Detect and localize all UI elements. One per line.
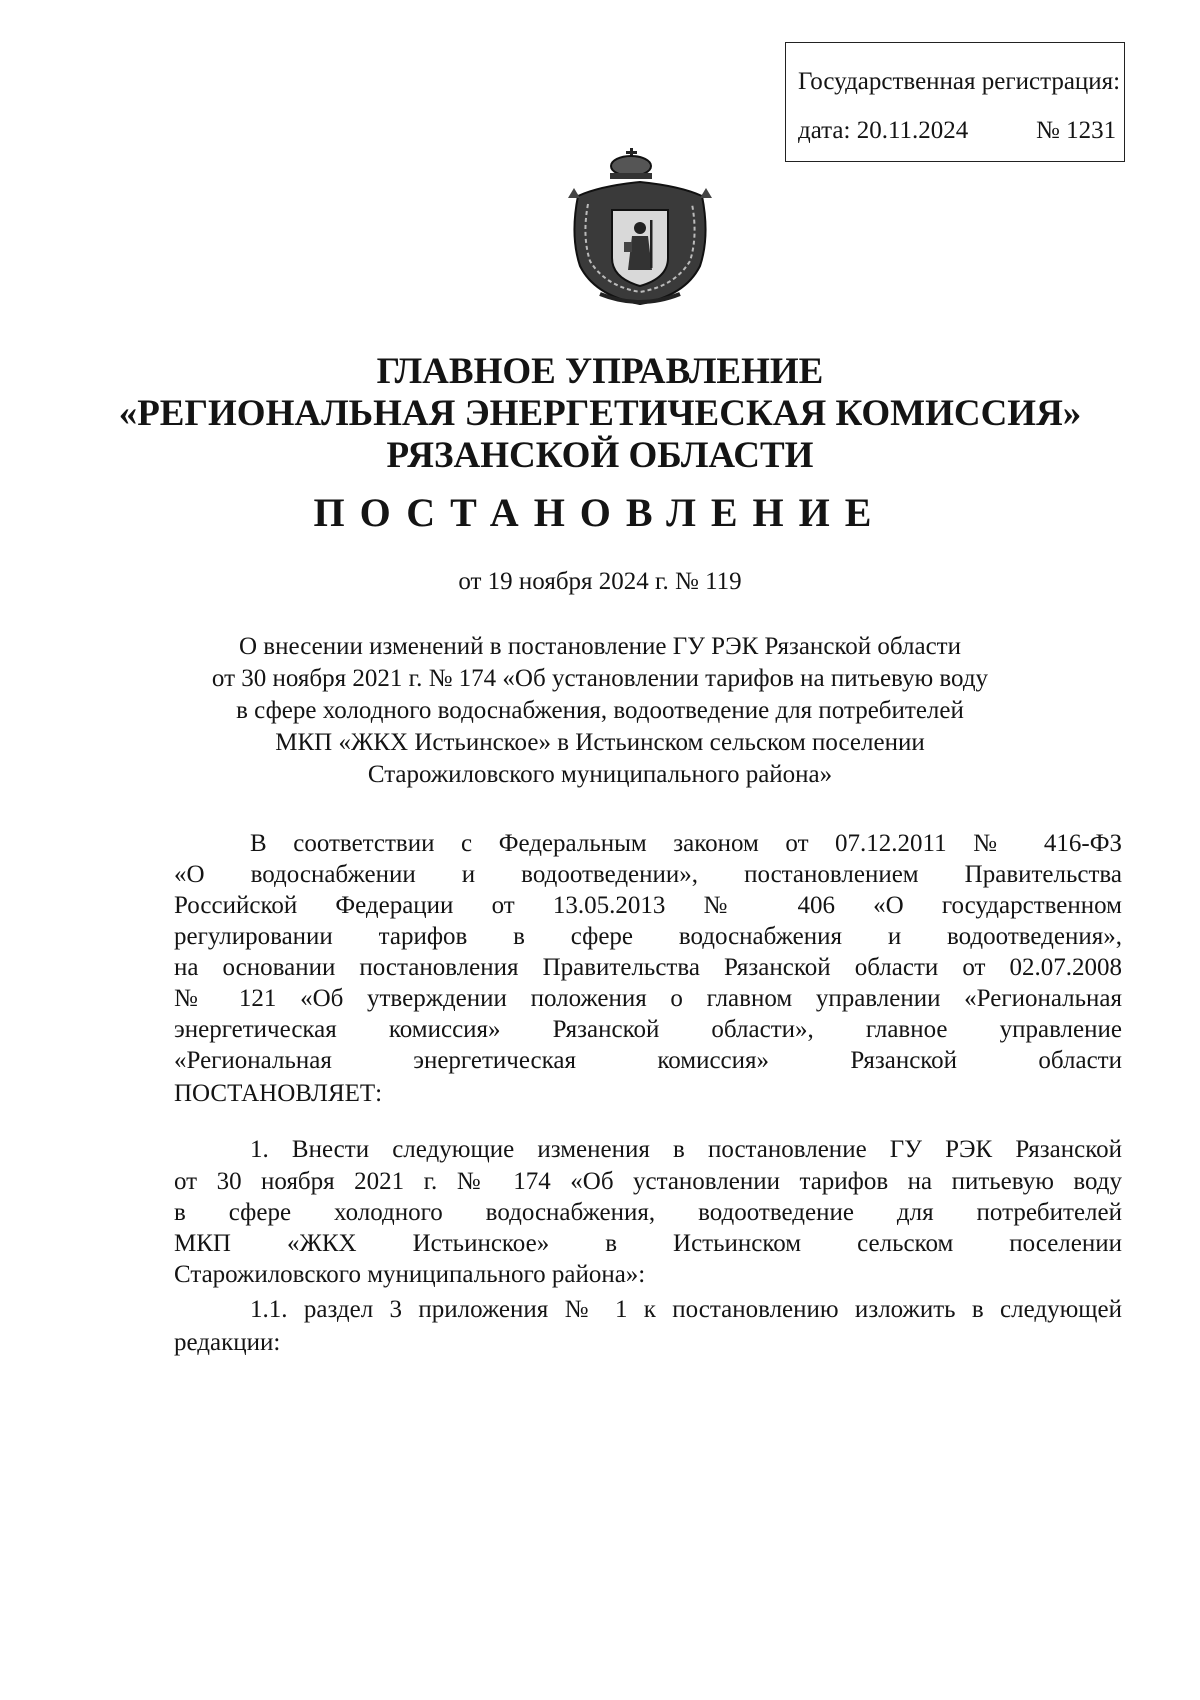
resolves-word: ПОСТАНОВЛЯЕТ: xyxy=(174,1080,383,1107)
org-title-line2: «РЕГИОНАЛЬНАЯ ЭНЕРГЕТИЧЕСКАЯ КОМИССИЯ» xyxy=(118,393,1082,434)
preamble-line: В соответствии с Федеральным законом от 07.12.2011 № 416-ФЗ xyxy=(250,830,1122,857)
preamble-line: «О водоснабжении и водоотведении», постановлением Правительства xyxy=(174,861,1122,888)
registration-title: Государственная регистрация: xyxy=(798,68,1121,95)
clause-1-line: Старожиловского муниципального района»: xyxy=(174,1261,646,1288)
registration-date: дата: 20.11.2024 xyxy=(798,117,969,144)
org-title-line3: РЯЗАНСКОЙ ОБЛАСТИ xyxy=(386,435,814,476)
preamble-line: на основании постановления Правительства Рязанской области от 02.07.2008 xyxy=(174,954,1122,981)
clause-1-1-line: 1.1. раздел 3 приложения № 1 к постановлению изложить в следующей xyxy=(250,1296,1122,1323)
clause-1-line: в сфере холодного водоснабжения, водоотведение для потребителей xyxy=(174,1199,1122,1226)
preamble-line: «Региональная энергетическая комиссия» Рязанской области xyxy=(174,1047,1122,1074)
org-title-line1: ГЛАВНОЕ УПРАВЛЕНИЕ xyxy=(376,351,824,392)
subject-line: в сфере холодного водоснабжения, водоотведение для потребителей xyxy=(236,697,964,724)
registration-number: № 1231 xyxy=(1036,117,1117,144)
registration-stamp xyxy=(785,42,1125,162)
preamble-line: Российской Федерации от 13.05.2013 № 406 «О государственном xyxy=(174,892,1122,919)
subject-line: О внесении изменений в постановление ГУ РЭК Рязанской области xyxy=(239,633,961,660)
document-type: ПОСТАНОВЛЕНИЕ xyxy=(313,490,887,535)
preamble-line: регулировании тарифов в сфере водоснабжения и водоотведения», xyxy=(174,923,1122,950)
preamble-line: энергетическая комиссия» Рязанской области», главное управление xyxy=(174,1016,1122,1043)
clause-1-line: от 30 ноября 2021 г. № 174 «Об установлении тарифов на питьевую воду xyxy=(174,1168,1122,1195)
subject-line: Старожиловского муниципального района» xyxy=(367,761,833,788)
document-date-number: от 19 ноября 2024 г. № 119 xyxy=(458,568,742,595)
subject-line: МКП «ЖКХ Истьинское» в Истьинском сельском поселении xyxy=(275,729,925,756)
ryazan-coat-of-arms-icon xyxy=(560,146,720,312)
clause-1-1-line: редакции: xyxy=(174,1329,281,1356)
clause-1-line: 1. Внести следующие изменения в постановление ГУ РЭК Рязанской xyxy=(250,1136,1122,1163)
preamble-line: № 121 «Об утверждении положения о главном управлении «Региональная xyxy=(174,985,1122,1012)
subject-line: от 30 ноября 2021 г. № 174 «Об установлении тарифов на питьевую воду xyxy=(211,665,989,692)
clause-1-line: МКП «ЖКХ Истьинское» в Истьинском сельском поселении xyxy=(174,1230,1122,1257)
